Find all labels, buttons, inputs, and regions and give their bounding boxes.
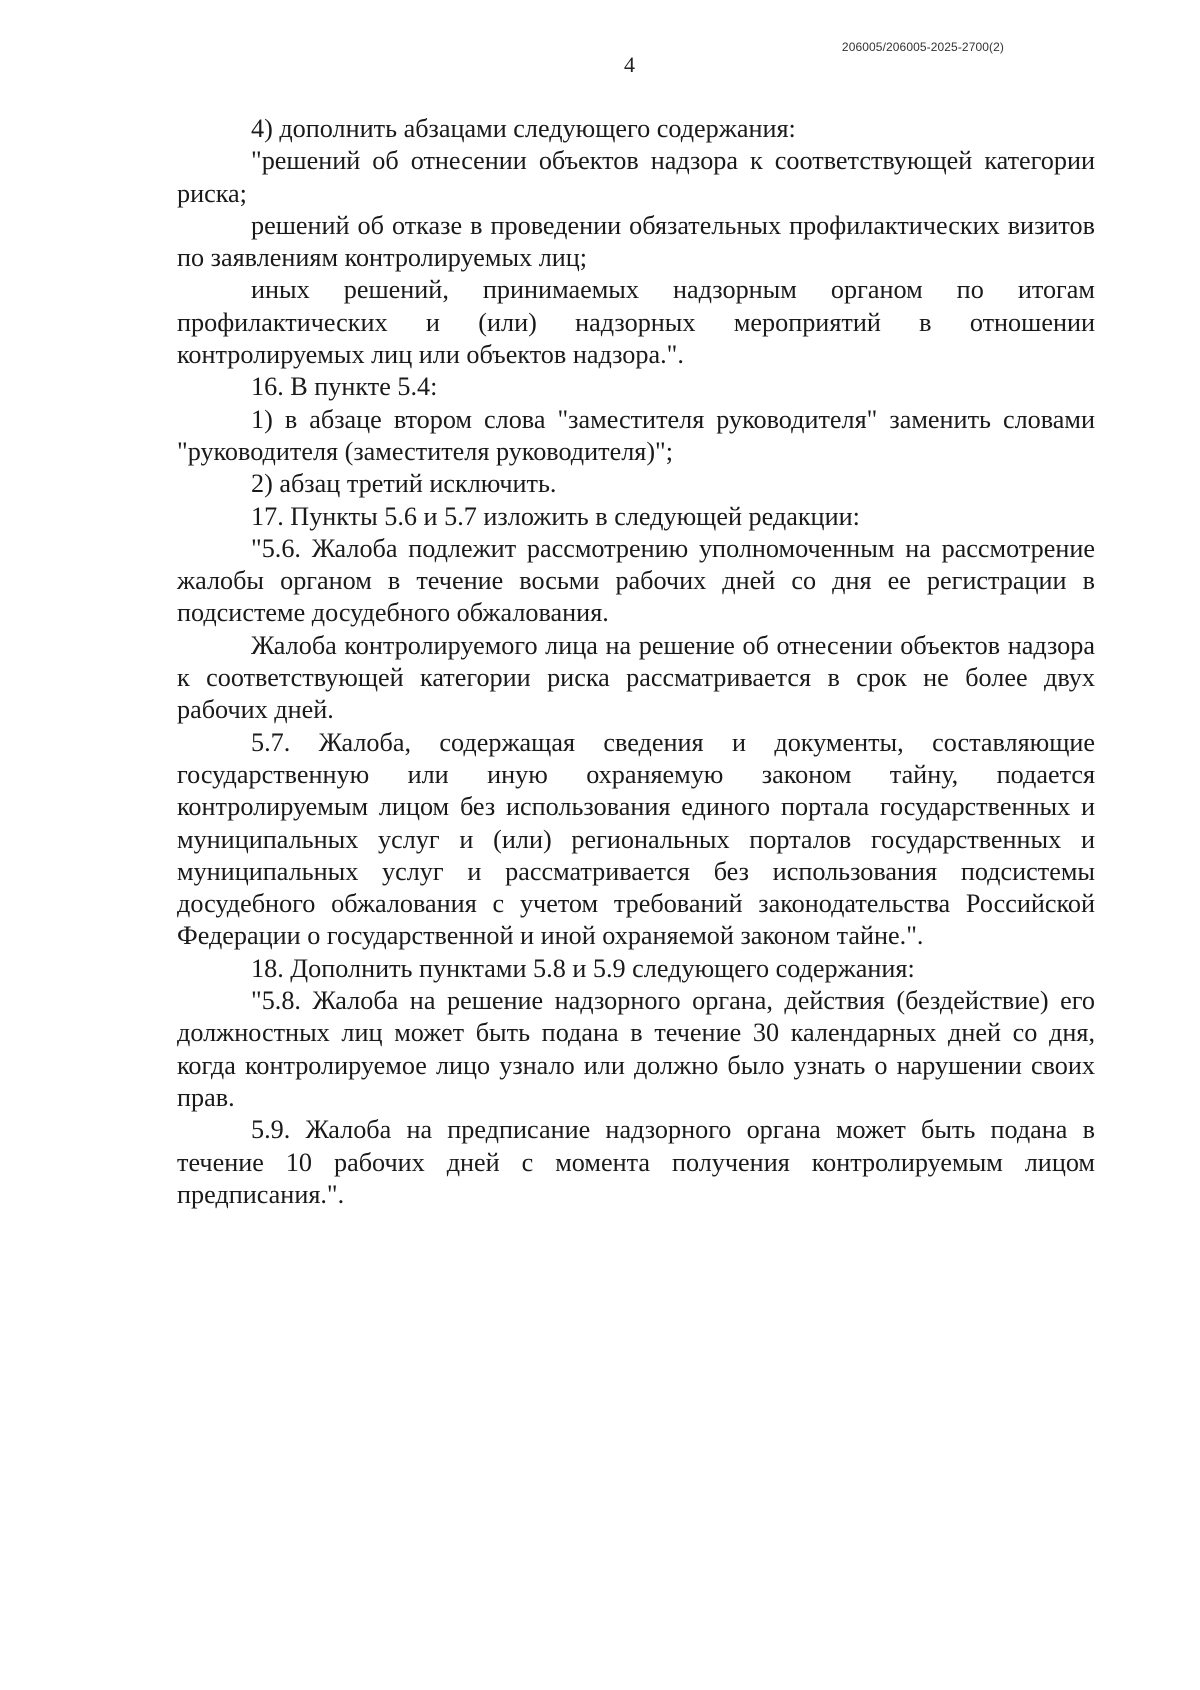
paragraph-item-16-2: 2) абзац третий исключить. — [251, 469, 557, 499]
paragraph-clause-5-7: 5.7. Жалоба, содержащая сведения и документы, составляющие государственную или иную охраняемую законом тайну, подается контролируемым лицом без использования единого портала государственных и муниципальных услуг и (или) региональных порталов государственных и муниципальных услуг и рассматривается без использования подсистемы досудебного обжалования с учетом требований законодательства Российской Федерации о государственной и иной охраняемой законом тайне.". — [177, 727, 1095, 951]
paragraph-item-16: 16. В пункте 5.4: — [251, 372, 438, 402]
document-id: 206005/206005-2025-2700(2) — [841, 40, 1004, 54]
document-body — [177, 113, 1095, 1211]
paragraph-refusal-decisions: решений об отказе в проведении обязательных профилактических визитов по заявлениям контролируемых лиц; — [177, 210, 1095, 273]
paragraph-clause-5-8: "5.8. Жалоба на решение надзорного органа, действия (бездействие) его должностных лиц может быть подана в течение 30 календарных дней со дня, когда контролируемое лицо узнало или должно было узнать о нарушении своих прав. — [177, 986, 1095, 1112]
paragraph-item-4-intro: 4) дополнить абзацами следующего содержания: — [251, 114, 796, 143]
paragraph-clause-5-9: 5.9. Жалоба на предписание надзорного органа может быть подана в течение 10 рабочих дней с момента получения контролируемым лицом предписания.". — [177, 1115, 1095, 1209]
paragraph-risk-category-decisions: "решений об отнесении объектов надзора к соответствующей категории риска; — [177, 146, 1095, 208]
page-number: 4 — [624, 52, 635, 77]
paragraph-other-decisions: иных решений, принимаемых надзорным органом по итогам профилактических и (или) надзорных мероприятий в отношении контролируемых лиц или объектов надзора.". — [177, 275, 1095, 370]
paragraph-item-18: 18. Дополнить пунктами 5.8 и 5.9 следующего содержания: — [251, 953, 915, 983]
paragraph-clause-5-6: "5.6. Жалоба подлежит рассмотрению уполномоченным на рассмотрение жалобы органом в течение восьми рабочих дней со дня ее регистрации в подсистеме досудебного обжалования. — [177, 533, 1095, 628]
paragraph-item-16-1: 1) в абзаце втором слова "заместителя руководителя" заменить словами "руководителя (заместителя руководителя)"; — [177, 404, 1095, 466]
paragraph-clause-5-6-second: Жалоба контролируемого лица на решение об отнесении объектов надзора к соответствующей категории риска рассматривается в срок не более двух рабочих дней. — [177, 630, 1095, 725]
paragraph-item-17: 17. Пункты 5.6 и 5.7 изложить в следующей редакции: — [251, 501, 860, 531]
